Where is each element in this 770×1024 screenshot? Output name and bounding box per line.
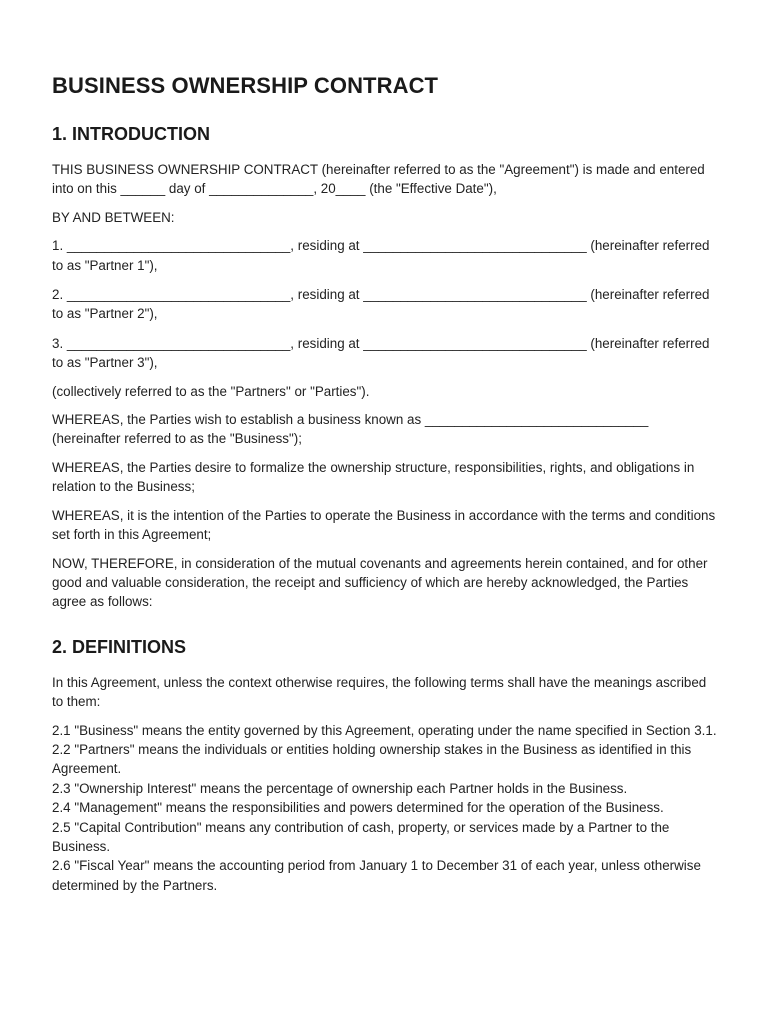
by-and-between: BY AND BETWEEN: <box>52 209 175 225</box>
now-therefore-paragraph: NOW, THEREFORE, in consideration of the mutual covenants and agreements herein contained, and for other good and valuable consideration, the receipt and sufficiency of which are hereby acknowledged, the Parties agree as follows: <box>52 555 708 610</box>
partner-3-clause: 3. ______________________________, residing at ______________________________ (hereinafter referred to as "Partner 3"), <box>52 335 710 371</box>
definitions-list <box>52 721 718 896</box>
whereas-3-paragraph: WHEREAS, it is the intention of the Parties to operate the Business in accordance with the terms and conditions set forth in this Agreement; <box>52 507 716 543</box>
partner-1-clause: 1. ______________________________, residing at ______________________________ (hereinafter referred to as "Partner 1"), <box>52 238 710 273</box>
definition-item: 2.5 "Capital Contribution" means any contribution of cash, property, or services made by a Partner to the Business. <box>52 819 670 854</box>
whereas-2-paragraph: WHEREAS, the Parties desire to formalize the ownership structure, responsibilities, rights, and obligations in relation to the Business; <box>52 459 695 495</box>
definition-item: 2.6 "Fiscal Year" means the accounting period from January 1 to December 31 of each year, unless otherwise determined by the Partners. <box>52 858 701 893</box>
preamble-paragraph: THIS BUSINESS OWNERSHIP CONTRACT (hereinafter referred to as the "Agreement") is made and entered into on this ______ day of ______________, 20____ (the "Effective Date"), <box>52 162 705 197</box>
collectively-clause: (collectively referred to as the "Partners" or "Parties"). <box>52 383 370 399</box>
definition-item: 2.2 "Partners" means the individuals or entities holding ownership stakes in the Business as identified in this Agreement. <box>52 741 692 777</box>
definition-item: 2.1 "Business" means the entity governed by this Agreement, operating under the name specified in Section 3.1. <box>52 722 717 738</box>
definition-item: 2.4 "Management" means the responsibilities and powers determined for the operation of the Business. <box>52 800 664 816</box>
section-heading-definitions: 2. DEFINITIONS <box>52 636 187 657</box>
document-title: BUSINESS OWNERSHIP CONTRACT <box>52 73 439 98</box>
definition-item: 2.3 "Ownership Interest" means the percentage of ownership each Partner holds in the Business. <box>52 780 628 796</box>
section-heading-introduction: 1. INTRODUCTION <box>52 124 211 144</box>
definitions-intro: In this Agreement, unless the context otherwise requires, the following terms shall have the meanings ascribed to them: <box>52 674 707 710</box>
partner-2-clause: 2. ______________________________, residing at ______________________________ (hereinafter referred to as "Partner 2"), <box>52 287 710 322</box>
whereas-1-paragraph: WHEREAS, the Parties wish to establish a business known as ______________________________ (hereinafter referred to as the "Business"); <box>52 412 649 447</box>
